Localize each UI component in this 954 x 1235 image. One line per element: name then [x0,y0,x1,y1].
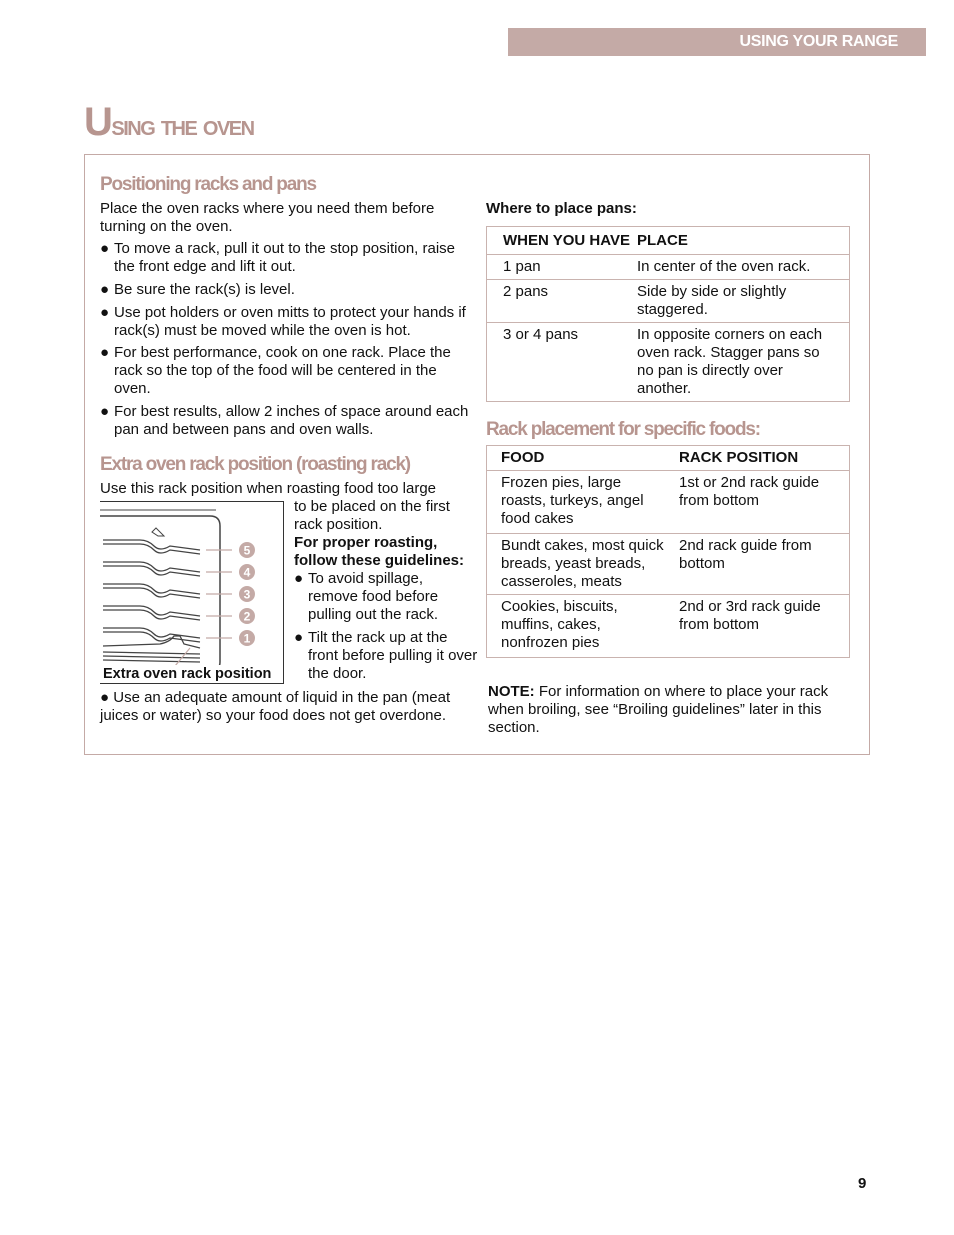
table-cell: 3 or 4 pans [487,323,638,402]
rack-number-3: 3 [243,587,251,602]
oven-rack-diagram [100,501,284,684]
positioning-heading: Positioning racks and pans [100,174,316,195]
extra-rack-intro: Use this rack position when roasting food too large [100,480,437,497]
extra-rack-heading: Extra oven rack position (roasting rack) [100,454,410,475]
bullet-text: Use an adequate amount of liquid in the pan (meat juices or water) so your food does not get overdone. [100,689,451,724]
table-header-cell: RACK POSITION [679,446,850,471]
table-row [487,471,850,534]
table-header-row [487,227,850,255]
foods-table [486,445,850,658]
table-cell: Frozen pies, large roasts, turkeys, angel food cakes [487,471,680,534]
table-cell: 2nd or 3rd rack guide from bottom [679,595,850,658]
positioning-bullet [100,403,474,439]
table-row [487,280,850,323]
bullet-icon: ● [100,281,110,298]
bullet-text: Tilt the rack up at the front before pulling it over the door. [308,629,478,682]
rack-number-4: 4 [243,565,251,580]
table-row [487,595,850,658]
bullet-text: Use pot holders or oven mitts to protect your hands if rack(s) must be moved while the oven is hot. [114,304,466,339]
table-cell: 2nd rack guide from bottom [679,534,850,595]
roasting-bullet [294,629,478,683]
table-cell: In opposite corners on each oven rack. Stagger pans so no pan is directly over another. [637,323,850,402]
table-cell: Cookies, biscuits, muffins, cakes, nonfrozen pies [487,595,680,658]
bullet-text: To move a rack, pull it out to the stop position, raise the front edge and lift it out. [114,240,456,275]
table-row [487,534,850,595]
roasting-bullet [294,570,468,624]
note-text: For information on where to place your rack when broiling, see “Broiling guidelines” later in this section. [488,683,829,736]
guidelines-heading: For proper roasting, follow these guidelines: [294,534,465,569]
table-cell: 1 pan [487,255,638,280]
diagram-caption: Extra oven rack position [103,666,272,682]
positioning-bullet [100,304,489,340]
positioning-bullet [100,240,474,276]
rack-number-1: 1 [243,631,251,646]
page-title-initial: U [84,100,112,144]
bullet-icon: ● [100,304,110,321]
oven-racks-illustration [100,502,284,685]
bullet-icon: ● [294,570,304,587]
bullet-text: For best performance, cook on one rack. Place the rack so the top of the food will be centered in the oven. [114,344,451,397]
table-cell: 2 pans [487,280,638,323]
bullet-icon: ● [100,344,110,361]
bullet-text: Be sure the rack(s) is level. [114,281,295,298]
rack-number-2: 2 [243,609,251,624]
table-cell: 1st or 2nd rack guide from bottom [679,471,850,534]
extra-rack-side-text: to be placed on the first rack position. [294,498,450,533]
pans-table [486,226,850,402]
table-header-row [487,446,850,471]
page-title [84,102,254,142]
table-row [487,323,850,402]
rack-number-5: 5 [243,543,251,558]
pans-table-caption: Where to place pans: [486,200,637,217]
table-cell: In center of the oven rack. [637,255,850,280]
table-header-cell: PLACE [637,227,850,255]
table-row [487,255,850,280]
positioning-bullet [100,344,474,398]
table-cell: Bundt cakes, most quick breads, yeast breads, casseroles, meats [487,534,680,595]
bullet-text: For best results, allow 2 inches of space around each pan and between pans and oven walls. [114,403,469,438]
roasting-bullet-wide [100,689,475,725]
table-cell: Side by side or slightly staggered. [637,280,850,323]
note-paragraph [488,683,853,737]
bullet-icon: ● [100,689,114,706]
table-header-cell: WHEN YOU HAVE [487,227,638,255]
page-number: 9 [858,1175,867,1192]
section-label: USING YOUR RANGE [739,33,898,50]
positioning-intro: Place the oven racks where you need them before turning on the oven. [100,200,435,235]
bullet-icon: ● [100,240,110,257]
bullet-icon: ● [294,629,304,646]
bullet-text: To avoid spillage, remove food before pulling out the rack. [308,570,439,623]
note-label: NOTE: [488,683,535,700]
positioning-bullet [100,281,474,299]
foods-heading: Rack placement for specific foods: [486,419,760,440]
bullet-icon: ● [100,403,110,420]
page-title-rest: sing the oven [111,110,254,142]
table-header-cell: FOOD [487,446,680,471]
section-header-bar [508,28,926,56]
